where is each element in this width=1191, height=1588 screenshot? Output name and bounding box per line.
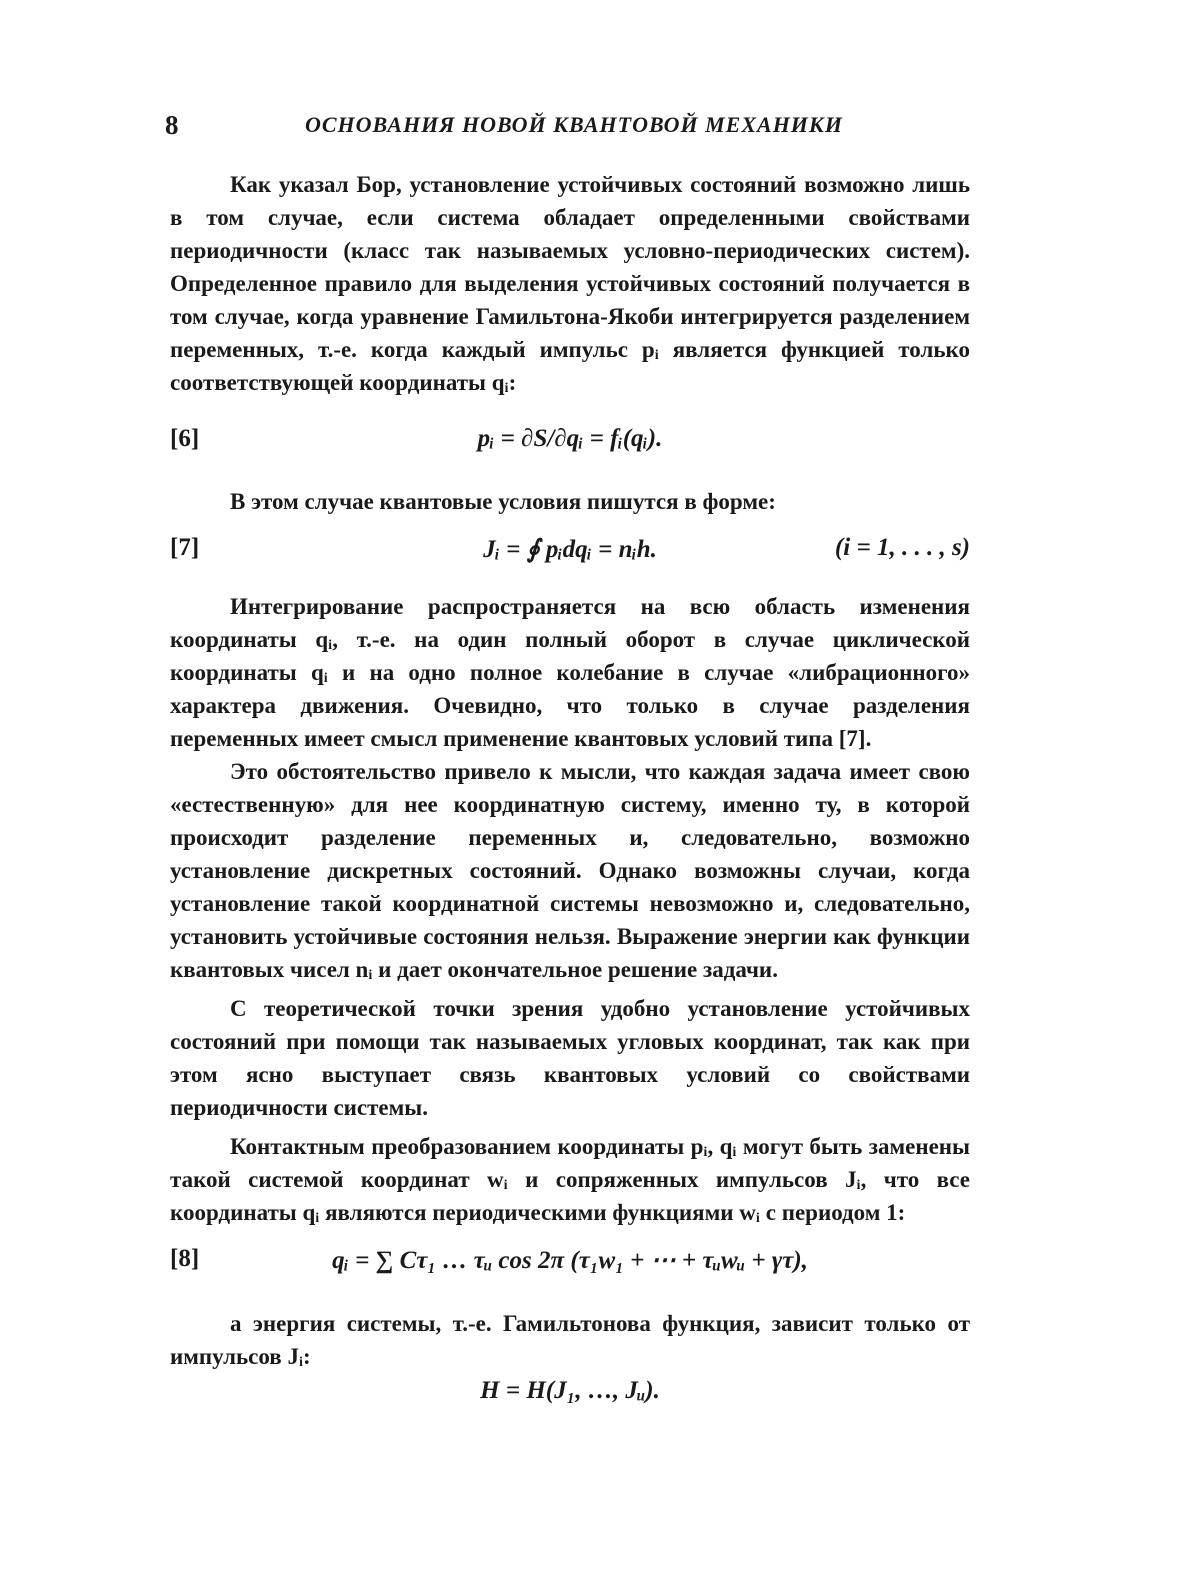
formula-8-tag: [8]	[170, 1245, 200, 1272]
paragraph-contact-transformation: Контактным преобразованием координаты pᵢ, qᵢ могут быть заменены такой системой координат wᵢ и сопряженных импульсов Jᵢ, что все координаты qᵢ являются периодическими функциями wᵢ с периодом 1:	[170, 1134, 970, 1225]
running-title: ОСНОВАНИЯ НОВОЙ КВАНТОВОЙ МЕХАНИКИ	[305, 112, 843, 137]
formula-6-tag: [6]	[170, 425, 200, 452]
paragraph-natural-coordinates: Это обстоятельство привело к мысли, что каждая задача имеет свою «естественную» для нее координатную систему, именно ту, в которой происходит разделение переменных и, следовательно, возможно установление дискретных состояний. Однако возможны случаи, когда установление такой координатной системы невозможно и, следовательно, установить устойчивые состояния нельзя. Выражение энергии как функции квантовых чисел nᵢ и дает окончательное решение задачи.	[170, 759, 970, 982]
formula-7	[170, 518, 970, 584]
formula-6-expression: pᵢ = ∂S/∂qᵢ = fᵢ(qᵢ).	[477, 425, 663, 452]
formula-hamiltonian	[170, 1373, 970, 1417]
paragraph-energy: а энергия системы, т.-е. Гамильтонова функция, зависит только от импульсов Jᵢ:	[170, 1311, 970, 1369]
page-number: 8	[165, 110, 179, 140]
page-header	[165, 110, 965, 150]
formula-7-tag: [7]	[170, 534, 200, 561]
paragraph-angle-coordinates: С теоретической точки зрения удобно установление устойчивых состояний при помощи так называемых угловых координат, так как при этом ясно выступает связь квантовых условий со свойствами периодичности системы.	[170, 996, 970, 1120]
formula-hamiltonian-expression: H = H(J₁, …, Jᵤ).	[480, 1377, 660, 1404]
paragraph-quantum-conditions: В этом случае квантовые условия пишутся в форме:	[230, 489, 776, 514]
formula-8-expression: qᵢ = ∑ Cτ₁ … τᵤ cos 2π (τ₁w₁ + ⋯ + τᵤwᵤ + γτ),	[332, 1247, 808, 1274]
formula-7-expression: Jᵢ = ∮ pᵢdqᵢ = nᵢh.	[483, 536, 657, 563]
formula-7-condition: (i = 1, . . . , s)	[834, 534, 970, 561]
paragraph-integration: Интегрирование распространяется на всю область изменения координаты qᵢ, т.-е. на один полный оборот в случае циклической координаты qᵢ и на одно полное колебание в случае «либрационного» характера движения. Очевидно, что только в случае разделения переменных имеет смысл применение квантовых условий типа [7].	[170, 594, 970, 751]
page-body	[170, 168, 970, 1417]
paragraph-bohr: Как указал Бор, установление устойчивых состояний возможно лишь в том случае, если система обладает определенными свойствами периодичности (класс так называемых условно-периодических систем). Определенное правило для выделения устойчивых состояний получается в том случае, когда уравнение Гамильтона-Якоби интегрируется разделением переменных, т.-е. когда каждый импульс pᵢ является функцией только соответствующей координаты qᵢ:	[170, 172, 970, 395]
formula-8	[170, 1229, 970, 1295]
formula-6	[170, 399, 970, 485]
